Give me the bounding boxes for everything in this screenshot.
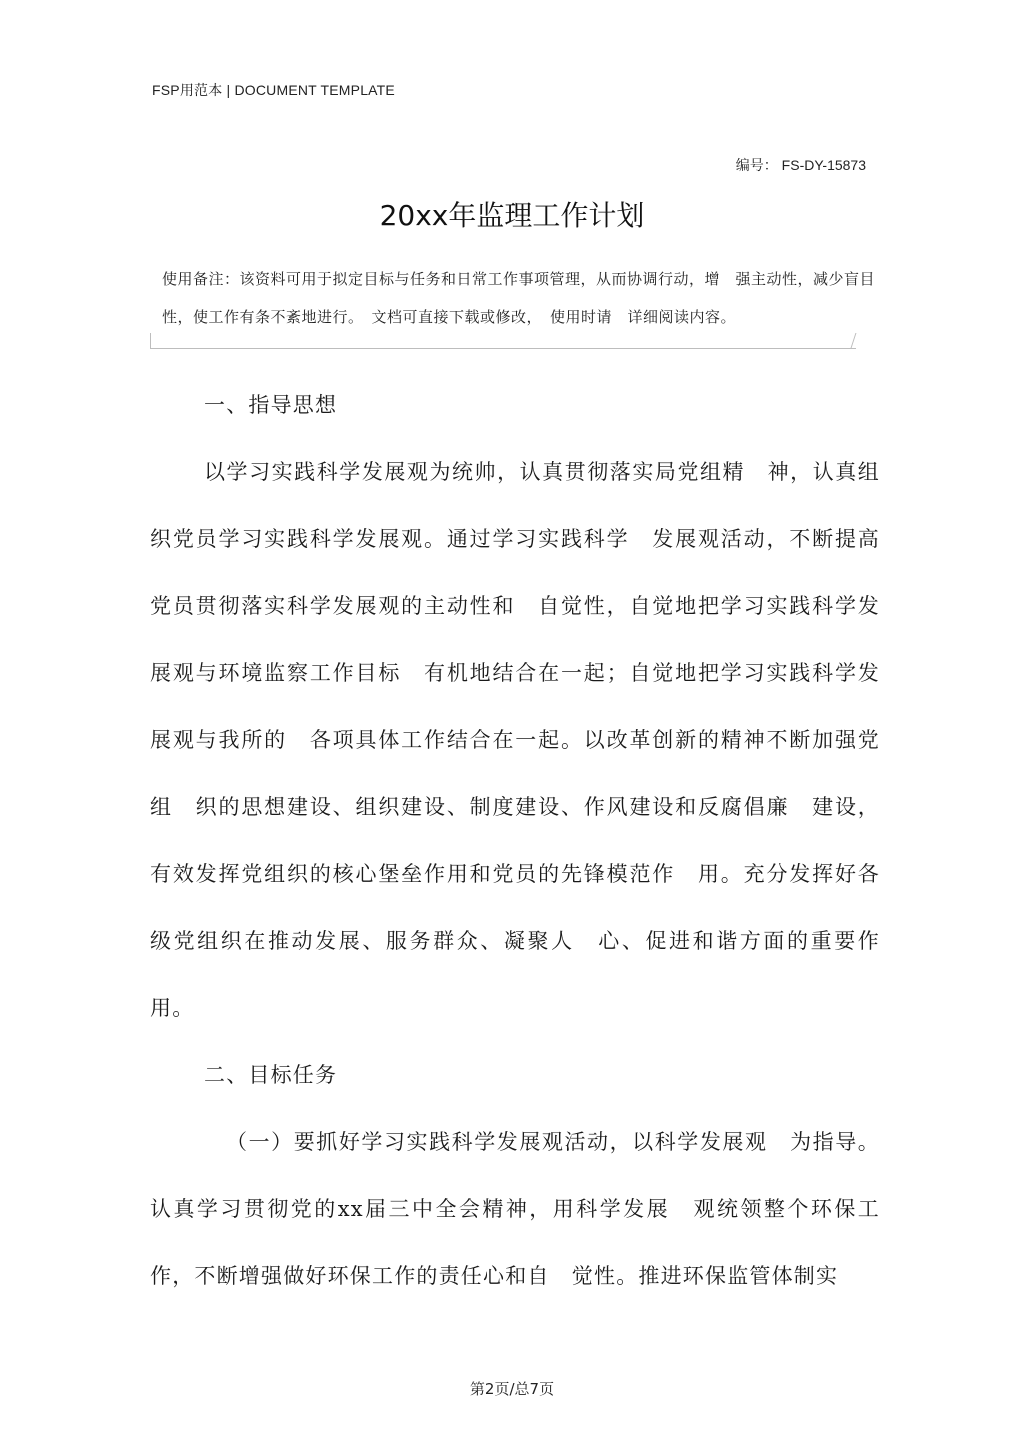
section-heading-goals-tasks: 二、目标任务 (204, 1063, 338, 1087)
divider-left-tick (150, 333, 151, 348)
document-title: 20xx年监理工作计划 (379, 199, 645, 232)
page-indicator: 第2页/总7页 (469, 1380, 555, 1398)
paragraph-goals-tasks: （一）要抓好学习实践科学发展观活动，以科学发展观 为指导。认真学习贯彻党的xx届三中全会精神，用科学发展 观统领整个环保工作，不断增强做好环保工作的责任心和自 觉性。推进环保监管体制实 (150, 1130, 880, 1288)
usage-note: 使用备注：该资料可用于拟定目标与任务和日常工作事项管理，从而协调行动，增 强主动性，减少盲目性，使工作有条不紊地进行。 文档可直接下载或修改， 使用时请 详细阅读内容。 (162, 270, 876, 326)
section-heading-guiding-ideology: 一、指导思想 (204, 393, 338, 417)
usage-note-divider (150, 348, 856, 349)
template-label: FSP用范本 | DOCUMENT TEMPLATE (152, 82, 395, 98)
document-number: 编号： FS-DY-15873 (735, 157, 866, 173)
paragraph-guiding-ideology: 以学习实践科学发展观为统帅，认真贯彻落实局党组精 神，认真组织党员学习实践科学发展观。通过学习实践科学 发展观活动，不断提高党员贯彻落实科学发展观的主动性和 自觉性，自觉地把学习实践科学发展观与环境监察工作目标 有机地结合在一起；自觉地把学习实践科学发展观与我所的 各项具体工作结合在一起。以改革创新的精神不断加强党组 织的思想建设、组织建设、制度建设、作风建设和反腐倡廉 建设，有效发挥党组织的核心堡垒作用和党员的先锋模范作 用。充分发挥好各级党组织在推动发展、服务群众、凝聚人 心、促进和谐方面的重要作用。 (150, 460, 880, 1020)
document-body (150, 372, 880, 1310)
